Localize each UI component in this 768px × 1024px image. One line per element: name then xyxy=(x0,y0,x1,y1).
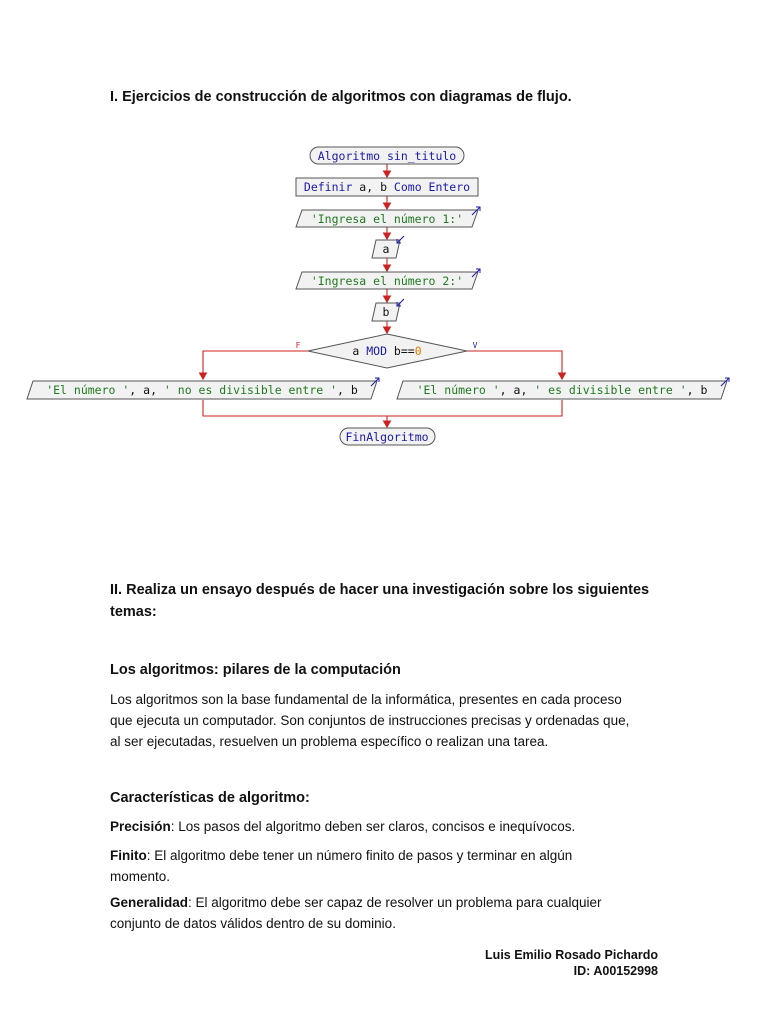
merge-line xyxy=(203,400,562,416)
end-label: FinAlgoritmo xyxy=(345,430,429,444)
condition-var-b: b== xyxy=(387,344,415,358)
intro-paragraph xyxy=(110,689,710,752)
section-2-title xyxy=(110,579,649,623)
read-a-label: a xyxy=(382,242,390,256)
divisible-label xyxy=(417,383,708,397)
read-b-label: b xyxy=(382,305,390,319)
false-output-var-b: , b xyxy=(337,383,358,397)
characteristic-text: : El algoritmo debe ser capaz de resolver un problema para cualquier xyxy=(188,895,602,910)
characteristic-generality xyxy=(110,892,720,934)
characteristic-text-continued: momento. xyxy=(110,869,171,884)
decision-condition xyxy=(352,344,421,358)
define-vars: a, b xyxy=(352,180,394,194)
section-1-title: I. Ejercicios de construcción de algoritmos con diagramas de flujo. xyxy=(110,89,572,105)
true-label: V xyxy=(472,341,478,350)
characteristic-finite xyxy=(110,845,720,887)
false-output-string-1: 'El número ' xyxy=(46,383,130,397)
author-id: ID: A00152998 xyxy=(573,964,658,978)
condition-var-a: a xyxy=(352,344,367,358)
define-type: Como Entero xyxy=(393,180,471,194)
true-output-var-a: , a, xyxy=(499,383,535,397)
true-output-var-b: , b xyxy=(686,383,708,397)
start-label: Algoritmo sin_titulo xyxy=(317,149,457,163)
false-output-var-a: , a, xyxy=(129,383,164,397)
characteristic-precision xyxy=(110,816,720,837)
prompt-1-label: 'Ingresa el número 1:' xyxy=(310,212,464,226)
true-output-string-1: 'El número ' xyxy=(416,383,500,397)
flowchart-diagram xyxy=(0,130,768,460)
paragraph-line: al ser ejecutadas, resuelven un problema específico o realizan una tarea. xyxy=(110,734,549,749)
characteristic-text-continued: conjunto de datos válidos dentro de su dominio. xyxy=(110,916,396,931)
paragraph-line: Los algoritmos son la base fundamental de la informática, presentes en cada proceso xyxy=(110,692,622,707)
characteristic-text: : El algoritmo debe tener un número finito de pasos y terminar en algún xyxy=(146,848,573,863)
true-output-string-2: ' es divisible entre ' xyxy=(534,383,687,397)
author-block xyxy=(485,947,658,979)
prompt-2-label: 'Ingresa el número 2:' xyxy=(310,274,464,288)
paragraph-line: que ejecuta un computador. Son conjuntos de instrucciones precisas y ordenadas que, xyxy=(110,713,630,728)
define-statement xyxy=(304,180,470,194)
true-branch-arrow xyxy=(467,351,562,379)
characteristic-text: : Los pasos del algoritmo deben ser claros, concisos e inequívocos. xyxy=(170,819,576,834)
condition-operator: MOD xyxy=(366,344,387,358)
define-keyword: Definir xyxy=(303,180,353,194)
false-label: F xyxy=(295,341,301,350)
subtitle-algoritmos: Los algoritmos: pilares de la computación xyxy=(110,662,401,678)
characteristic-term: Finito xyxy=(110,848,147,863)
section-2-title-line-1: II. Realiza un ensayo después de hacer una investigación sobre los siguientes xyxy=(110,582,650,598)
characteristics-title: Características de algoritmo: xyxy=(110,790,310,806)
characteristic-term: Generalidad xyxy=(110,895,189,910)
section-2-title-line-2: temas: xyxy=(110,604,157,620)
condition-value: 0 xyxy=(414,344,422,358)
false-branch-arrow xyxy=(203,351,308,379)
characteristic-term: Precisión xyxy=(110,819,171,834)
not-divisible-label xyxy=(46,383,358,397)
false-output-string-2: ' no es divisible entre ' xyxy=(163,383,338,397)
author-name: Luis Emilio Rosado Pichardo xyxy=(485,948,658,962)
